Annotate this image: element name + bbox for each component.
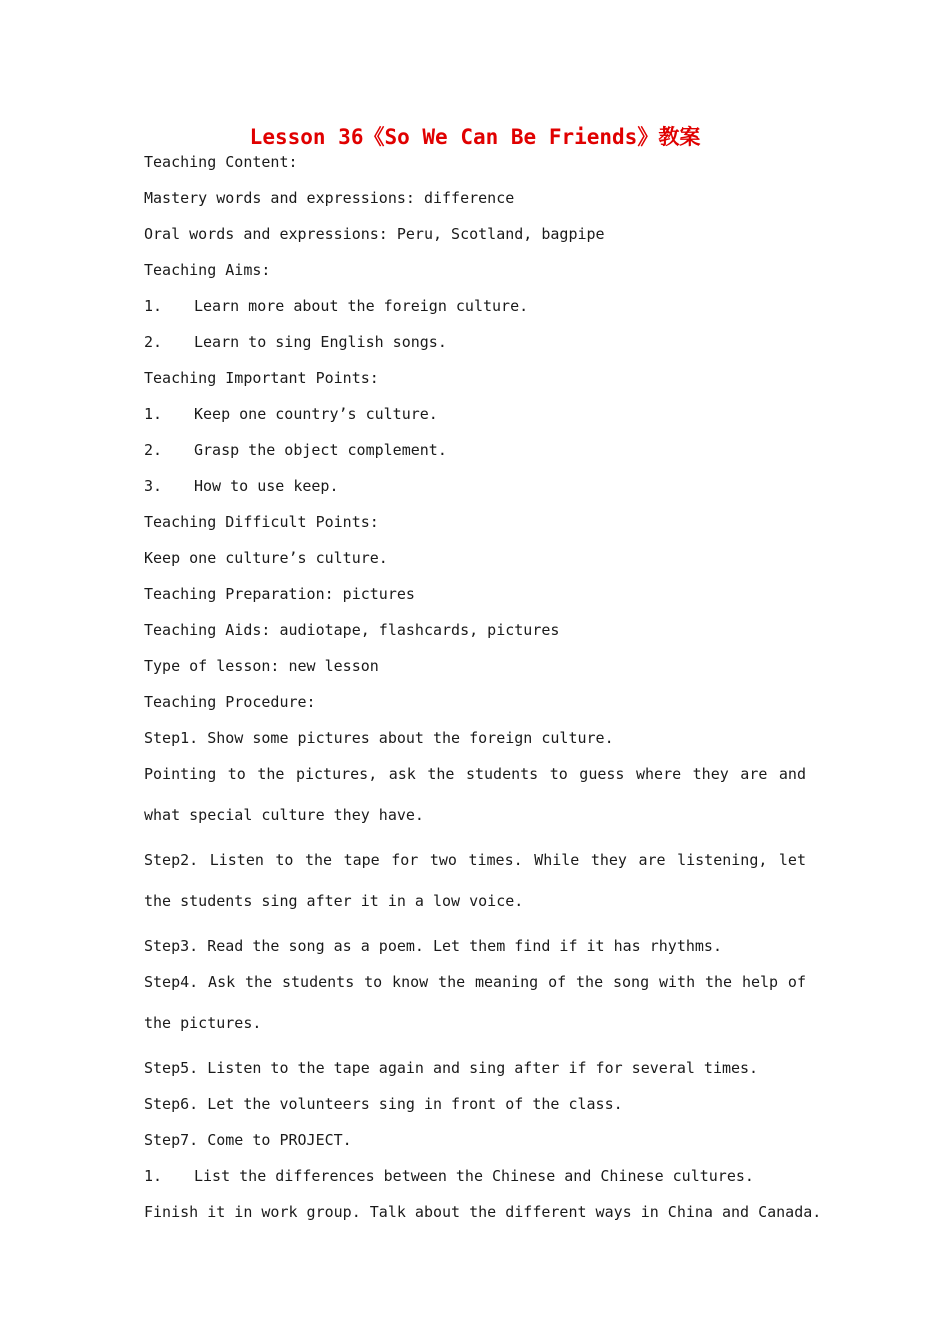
step1-line: Step1. Show some pictures about the foreign culture. — [144, 729, 614, 747]
list-text: Learn to sing English songs. — [194, 333, 447, 351]
list-text: Learn more about the foreign culture. — [194, 297, 529, 315]
heading-teaching-content: Teaching Content: — [144, 153, 298, 171]
list-number: 1. — [144, 1167, 163, 1185]
lesson-plan-body — [144, 150, 822, 1236]
list-number: 2. — [144, 441, 163, 459]
oral-words-line: Oral words and expressions: Peru, Scotland, bagpipe — [144, 225, 605, 243]
step7-line: Step7. Come to PROJECT. — [144, 1131, 352, 1149]
difficult-point-line: Keep one culture’s culture. — [144, 549, 388, 567]
aim-item-1 — [144, 294, 806, 330]
document-title: Lesson 36《So We Can Be Friends》教案 — [249, 125, 701, 149]
list-number: 3. — [144, 477, 163, 495]
step5-line: Step5. Listen to the tape again and sing after if for several times. — [144, 1059, 759, 1077]
step6-line: Step6. Let the volunteers sing in front of the class. — [144, 1095, 623, 1113]
mastery-words-line: Mastery words and expressions: difference — [144, 189, 515, 207]
important-point-1 — [144, 402, 806, 438]
step1-detail-paragraph: Pointing to the pictures, ask the students to guess where they are and what special culture they have. — [144, 765, 806, 824]
list-text: Grasp the object complement. — [194, 441, 447, 459]
step3-line: Step3. Read the song as a poem. Let them find if it has rhythms. — [144, 937, 722, 955]
preparation-line: Teaching Preparation: pictures — [144, 585, 415, 603]
heading-difficult-points: Teaching Difficult Points: — [144, 513, 379, 531]
step4-paragraph: Step4. Ask the students to know the meaning of the song with the help of the pictures. — [144, 973, 806, 1032]
important-point-2 — [144, 438, 806, 474]
group-work-line: Finish it in work group. Talk about the different ways in China and Canada. — [144, 1203, 822, 1221]
list-text: How to use keep. — [194, 477, 339, 495]
heading-teaching-aims: Teaching Aims: — [144, 261, 271, 279]
list-number: 2. — [144, 333, 163, 351]
list-text: Keep one country’s culture. — [194, 405, 438, 423]
list-number: 1. — [144, 405, 163, 423]
step2-paragraph: Step2. Listen to the tape for two times. While they are listening, let the students sing after it in a low voice. — [144, 851, 806, 910]
important-point-3 — [144, 474, 806, 510]
project-item-1 — [144, 1164, 806, 1200]
aim-item-2 — [144, 330, 806, 366]
list-text: List the differences between the Chinese and Chinese cultures. — [194, 1167, 754, 1185]
lesson-type-line: Type of lesson: new lesson — [144, 657, 379, 675]
heading-procedure: Teaching Procedure: — [144, 693, 316, 711]
list-number: 1. — [144, 297, 163, 315]
heading-important-points: Teaching Important Points: — [144, 369, 379, 387]
aids-line: Teaching Aids: audiotape, flashcards, pictures — [144, 621, 560, 639]
